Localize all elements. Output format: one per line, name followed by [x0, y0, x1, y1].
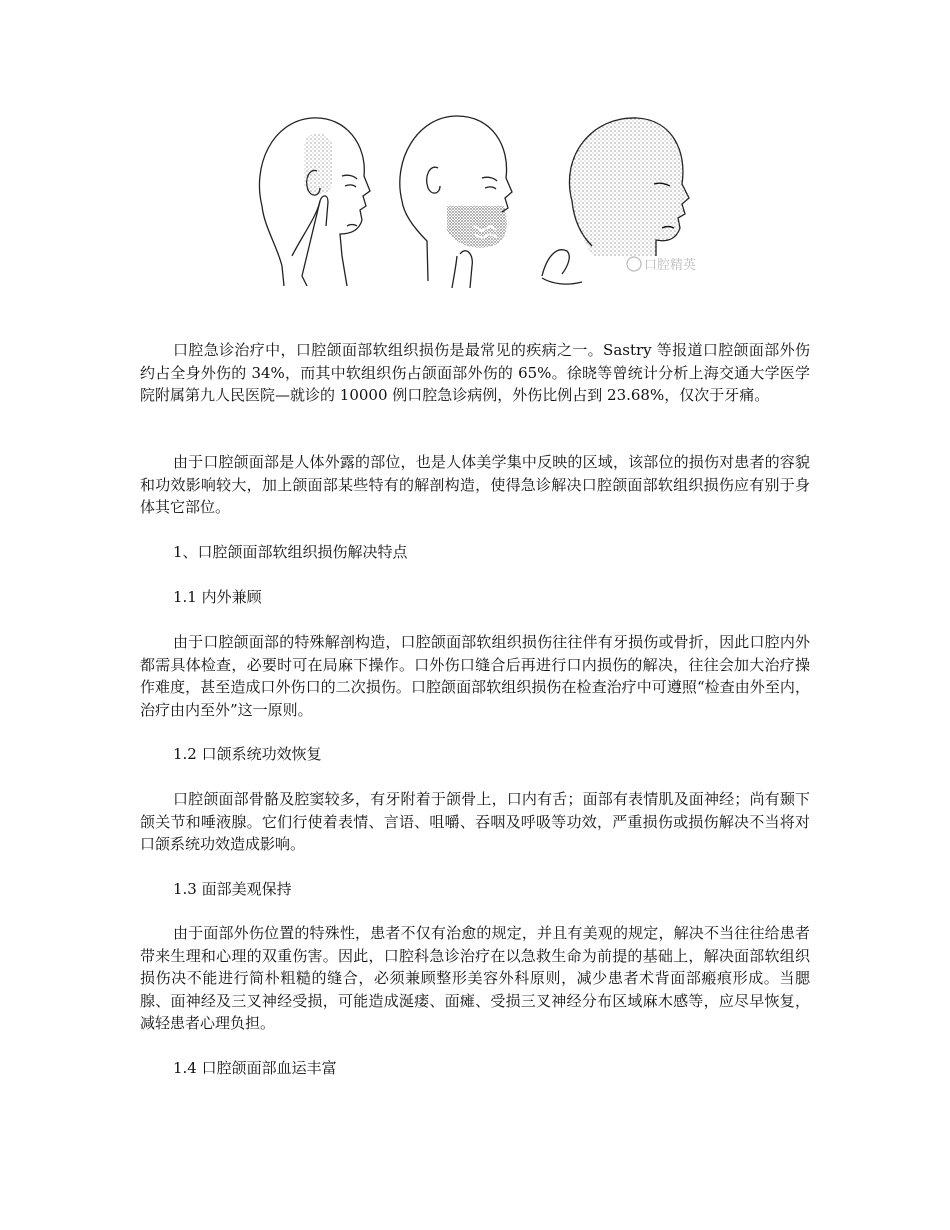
injury-area-temple	[304, 134, 332, 194]
subheading-1-3: 1.3 面部美观保持	[173, 880, 292, 898]
watermark-text: 口腔精英	[644, 258, 697, 273]
paragraph-function-recovery: 口腔颌面部骨骼及腔窦较多，有牙附着于颌骨上，口内有舌；面部有表情肌及面神经；尚有颞下颌关节和唾液腺。它们行使着表情、言语、咀嚼、吞咽及呼吸等功效，严重损伤或损伤解决不当将对口颌系统功效造成影响。	[140, 790, 810, 853]
head-injury-illustration	[242, 106, 704, 288]
injury-area-head	[569, 118, 689, 256]
paragraph-intro: 口腔急诊治疗中，口腔颌面部软组织损伤是最常见的疾病之一。Sastry 等报道口腔颌面部外伤约占全身外伤的 34%，而其中软组织伤占颌面部外伤的 65%。徐晓等曾统计分析上海交通大学医学院附属第九人民医院—就诊的 10000 例口腔急诊病例，外伤比例占到 23.68%，仅次于牙痛。	[140, 341, 810, 404]
subheading-1-4: 1.4 口腔颌面部血运丰富	[173, 1059, 337, 1077]
subheading-1-1: 1.1 内外兼顾	[173, 588, 262, 606]
paragraph-aesthetics: 由于面部外伤位置的特殊性，患者不仅有治愈的规定，并且有美观的规定，解决不当往往给患者带来生理和心理的双重伤害。因此，口腔科急诊治疗在以急救生命为前提的基础上，解决面部软组织损伤决不能进行简朴粗糙的缝合，必须兼顾整形美容外科原则，减少患者术背面部瘢痕形成。当腮腺、面神经及三叉神经受损，可能造成涎瘘、面瘫、受损三叉神经分布区域麻木感等，应尽早恢复，减轻患者心理负担。	[140, 924, 810, 1032]
paragraph-inside-outside: 由于口腔颌面部的特殊解剖构造，口腔颌面部软组织损伤往往伴有牙损伤或骨折，因此口腔内外都需具体检查，必要时可在局麻下操作。口外伤口缝合后再进行口内损伤的解决，往往会加大治疗操作难度，甚至造成口外伤口的二次损伤。口腔颌面部软组织损伤在检查治疗中可遵照“检查由外至内，治疗由内至外”这一原则。	[140, 633, 810, 719]
watermark-logo-icon	[627, 257, 641, 271]
section-heading-1: 1、口腔颌面部软组织损伤解决特点	[173, 543, 408, 561]
subheading-1-2: 1.2 口颌系统功效恢复	[173, 745, 322, 763]
head-figure-2	[400, 116, 512, 288]
paragraph-exposure: 由于口腔颌面部是人体外露的部位，也是人体美学集中反映的区域，该部位的损伤对患者的容貌和功效影响较大，加上颌面部某些特有的解剖构造，使得急诊解决口腔颌面部软组织损伤应有别于身体其它部位。	[140, 453, 810, 516]
